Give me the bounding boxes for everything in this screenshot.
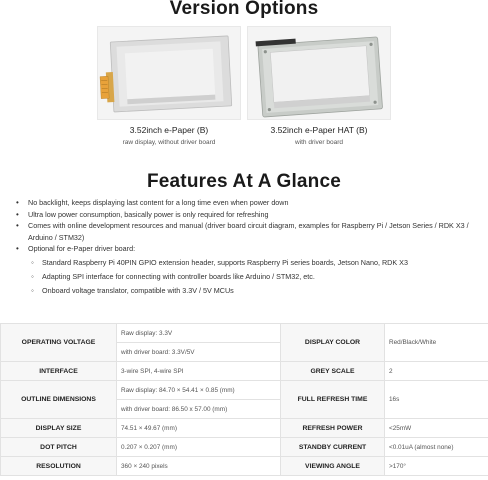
spec-label: VIEWING ANGLE	[281, 457, 385, 476]
table-row	[1, 419, 488, 438]
table-row	[1, 362, 488, 381]
spec-label: GREY SCALE	[281, 362, 385, 381]
driver-board-feature-item: ◦ Onboard voltage translator, compatible with 3.3V / 5V MCUs	[28, 284, 484, 298]
spec-label: DISPLAY COLOR	[281, 324, 385, 362]
spec-value: 0.207 × 0.207 (mm)	[117, 438, 281, 457]
spec-value: with driver board: 3.3V/5V	[117, 343, 281, 362]
table-row	[1, 324, 488, 343]
version-options-title: Version Options	[169, 0, 319, 19]
spec-label: STANDBY CURRENT	[281, 438, 385, 457]
spec-value: 16s	[385, 381, 488, 419]
spec-value: >170°	[385, 457, 488, 476]
product-name-hat: 3.52inch e-Paper HAT (B)	[270, 125, 368, 135]
table-row	[1, 438, 488, 457]
product-image-raw-display[interactable]	[97, 26, 241, 120]
spec-value: Red/Black/White	[385, 324, 488, 362]
product-name-raw: 3.52inch e-Paper (B)	[129, 125, 209, 135]
spec-value: with driver board: 86.50 x 57.00 (mm)	[117, 400, 281, 419]
feature-item: • Comes with online development resources and manual (driver board circuit diagram, examples for Raspberry Pi / Jetson Series / RDK X3 / Arduino / STM32)	[14, 220, 484, 243]
driver-board-features-list	[28, 256, 484, 298]
spec-value: 360 × 240 pixels	[117, 457, 281, 476]
features-title: Features At A Glance	[146, 171, 342, 192]
features-list	[14, 197, 484, 298]
epaper-hat-illustration	[248, 27, 391, 120]
product-subtitle-hat: with driver board	[294, 139, 344, 146]
table-row	[1, 457, 488, 476]
feature-item-label: Optional for e-Paper driver board:	[28, 244, 136, 253]
feature-item: • No backlight, keeps displaying last content for a long time even when power down	[14, 197, 484, 209]
feature-item	[14, 243, 484, 298]
spec-value: Raw display: 84.70 × 54.41 × 0.85 (mm)	[117, 381, 281, 400]
spec-value: <25mW	[385, 419, 488, 438]
driver-board-feature-item: ◦ Standard Raspberry Pi 40PIN GPIO extension header, supports Raspberry Pi series boards, Jetson Nano, RDK X3	[28, 256, 484, 270]
spec-label: OPERATING VOLTAGE	[1, 324, 117, 362]
spec-label: DISPLAY SIZE	[1, 419, 117, 438]
spec-label: RESOLUTION	[1, 457, 117, 476]
spec-value: Raw display: 3.3V	[117, 324, 281, 343]
product-image-hat[interactable]	[247, 26, 391, 120]
feature-item: • Ultra low power consumption, basically power is only required for refreshing	[14, 209, 484, 221]
spec-value: 74.51 × 49.67 (mm)	[117, 419, 281, 438]
spec-value: 3-wire SPI, 4-wire SPI	[117, 362, 281, 381]
product-subtitle-raw: raw display, without driver board	[122, 139, 216, 146]
spec-label: REFRESH POWER	[281, 419, 385, 438]
spec-label: INTERFACE	[1, 362, 117, 381]
spec-label: OUTLINE DIMENSIONS	[1, 381, 117, 419]
spec-value: 2	[385, 362, 488, 381]
driver-board-feature-item: ◦ Adapting SPI interface for connecting with controller boards like Arduino / STM32, etc.	[28, 270, 484, 284]
spec-value: <0.01uA (almost none)	[385, 438, 488, 457]
epaper-raw-illustration	[98, 27, 241, 120]
spec-label: DOT PITCH	[1, 438, 117, 457]
table-row	[1, 381, 488, 400]
spec-label: FULL REFRESH TIME	[281, 381, 385, 419]
spec-table	[0, 323, 488, 476]
